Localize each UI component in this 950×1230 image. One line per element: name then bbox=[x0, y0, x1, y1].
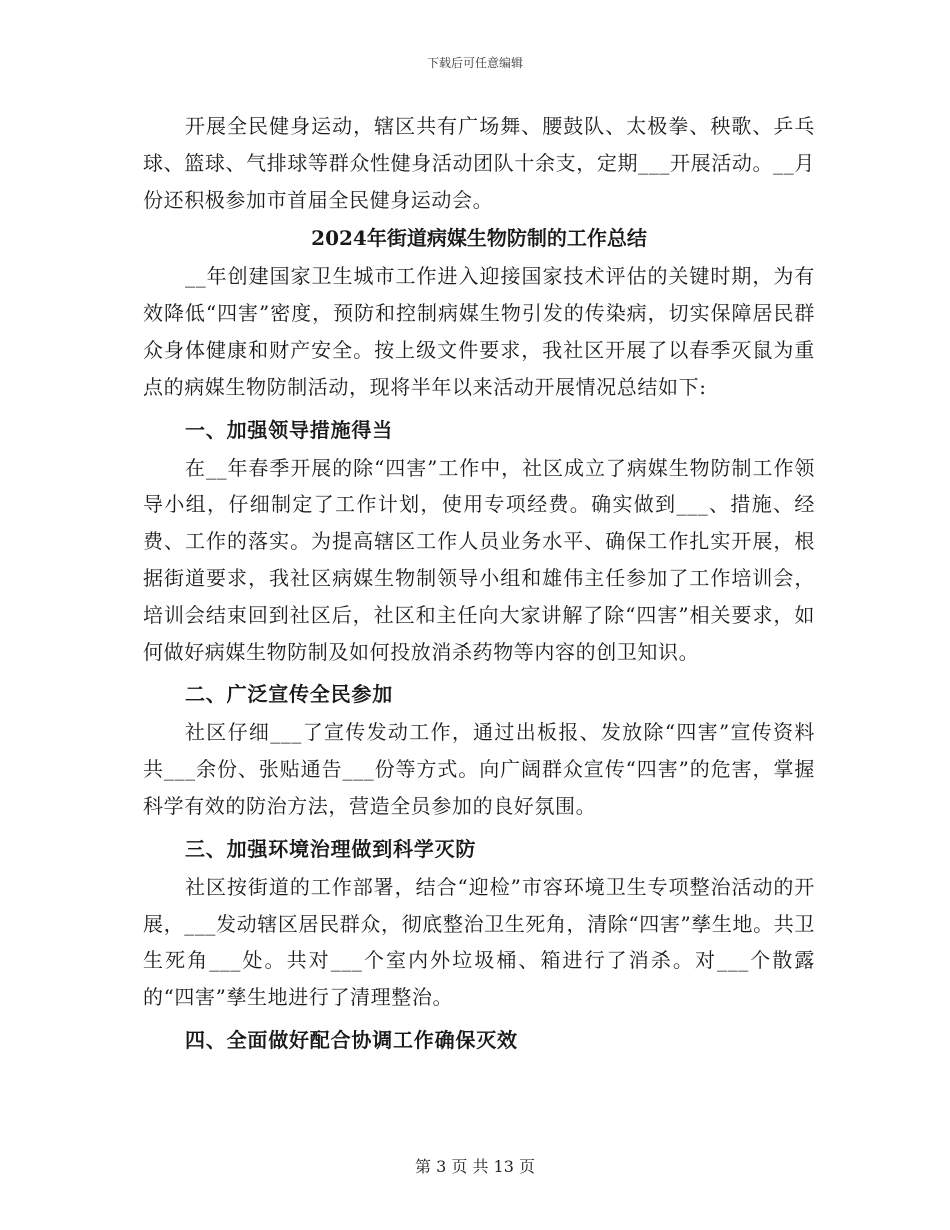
section-body-1: 在__年春季开展的除“四害”工作中，社区成立了病媒生物防制工作领导小组，仔细制定了工作计划，使用专项经费。确实做到___、措施、经费、工作的落实。为提高辖区工作人员业务水平、确保工作扎实开展，根据街道要求，我社区病媒生物制领导小组和雄伟主任参加了工作培训会，培训会结束回到社区后，社区和主任向大家讲解了除“四害”相关要求，如何做好病媒生物防制及如何投放消杀药物等内容的创卫知识。 bbox=[143, 455, 815, 664]
section-heading-1: 一、加强领导措施得当 bbox=[185, 417, 393, 442]
section-heading-3: 三、加强环境治理做到科学灭防 bbox=[185, 836, 477, 861]
document-title: 2024年街道病媒生物防制的工作总结 bbox=[311, 226, 647, 251]
header-note: 下载后可任意编辑 bbox=[426, 56, 523, 70]
section-body-3: 社区按街道的工作部署，结合“迎检”市容环境卫生专项整治活动的开展，___发动辖区居民群众，彻底整治卫生死角，清除“四害”孳生地。共卫生死角___处。共对___个室内外垃圾桶、箱进行了消杀。对___个散露的“四害”孳生地进行了清理整治。 bbox=[143, 874, 815, 1010]
page-number: 第 3 页 共 13 页 bbox=[415, 1157, 535, 1176]
section-heading-4: 四、全面做好配合协调工作确保灭效 bbox=[185, 1027, 518, 1052]
intro-paragraph: 开展全民健身运动，辖区共有广场舞、腰鼓队、太极拳、秧歌、乒乓球、篮球、气排球等群众性健身活动团队十余支，定期___开展活动。__月份还积极参加市首届全民健身运动会。 bbox=[143, 114, 815, 212]
opening-paragraph: __年创建国家卫生城市工作进入迎接国家技术评估的关键时期，为有效降低“四害”密度，预防和控制病媒生物引发的传染病，切实保障居民群众身体健康和财产安全。按上级文件要求，我社区开展了以春季灭鼠为重点的病媒生物防制活动，现将半年以来活动开展情况总结如下: bbox=[143, 264, 815, 399]
section-body-2: 社区仔细___了宣传发动工作，通过出板报、发放除“四害”宣传资料共___余份、张贴通告___份等方式。向广阔群众宣传“四害”的危害，掌握科学有效的防治方法，营造全员参加的良好氛围。 bbox=[143, 720, 815, 818]
document-body bbox=[143, 108, 815, 1060]
section-heading-2: 二、广泛宣传全民参加 bbox=[185, 682, 393, 707]
